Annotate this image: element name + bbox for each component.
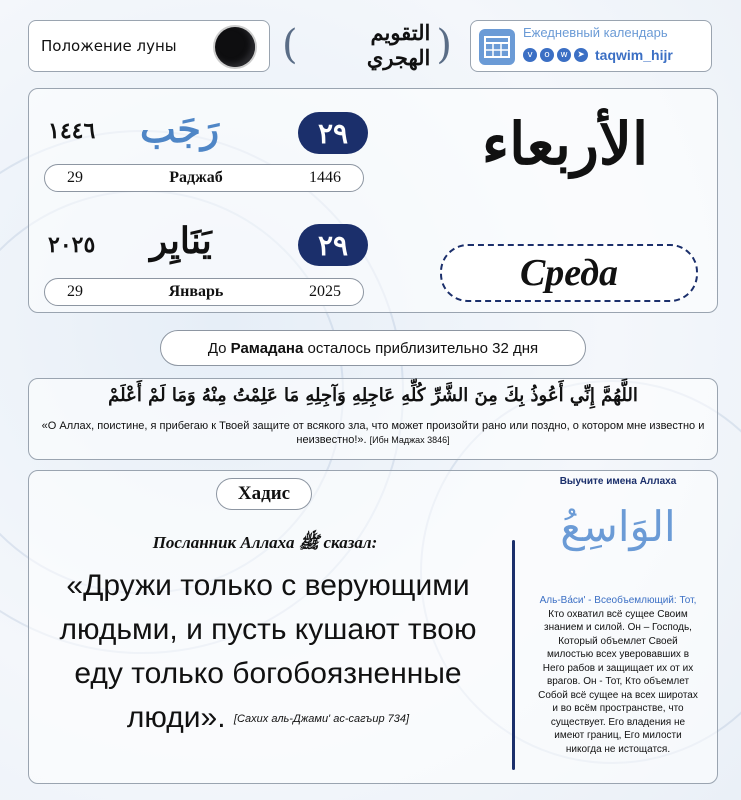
moon-label: Положение луны <box>41 37 177 55</box>
hadith-line: людьми, и пусть кушают твою <box>59 613 477 646</box>
weekday-pill <box>440 244 698 302</box>
description-line: Него рабов и защищает их от их <box>542 662 694 674</box>
description-line: никогда не истощатся. <box>565 743 671 755</box>
ramadan-prefix: До <box>207 339 227 357</box>
hadith-source: [Сахих аль-Джами' ас-сагъир 734] <box>233 713 410 726</box>
gregorian-year-arabic: ٢٠٢٥ <box>48 232 96 258</box>
hijri-date-row <box>44 164 364 192</box>
description-line: имеют границ, Его милости <box>554 730 682 741</box>
dua-card <box>28 378 718 460</box>
dua-source: [Ибн Маджах 3846] <box>369 435 450 445</box>
logo-text: التقويم الهجري <box>366 20 431 70</box>
gregorian-month: Январь <box>168 283 224 300</box>
hadith-intro: Посланник Аллаха ﷺ сказал: <box>152 533 378 552</box>
brand-panel <box>470 20 712 72</box>
names-title: Выучите имена Аллаха <box>559 476 677 487</box>
gregorian-month-arabic: يَنَايِر <box>150 220 212 262</box>
description-line: существует. Его владения не <box>550 716 686 728</box>
gregorian-year: 2025 <box>309 283 341 300</box>
brand-title: Ежедневный календарь <box>523 25 668 40</box>
dua-translation-block <box>39 419 707 447</box>
ramadan-countdown <box>160 330 586 366</box>
hadith-title-pill <box>216 478 312 510</box>
logo: ( التقويم الهجري ) <box>282 20 452 70</box>
social-icons <box>523 47 673 63</box>
hijri-month: Раджаб <box>169 169 223 186</box>
moon-phase-panel <box>28 20 270 72</box>
gregorian-day: 29 <box>67 283 83 300</box>
gregorian-day-badge <box>298 224 368 266</box>
hadith-title: Хадис <box>237 483 291 504</box>
hijri-day-badge <box>298 112 368 154</box>
ramadan-suffix: осталось приблизительно 32 дня <box>307 339 539 357</box>
description-line: Кто охватил всё сущее Своим <box>548 608 688 620</box>
moon-icon <box>215 27 255 67</box>
whatsapp-icon[interactable]: w <box>557 48 571 62</box>
description-line: Собой всё сущее на всех широтах <box>538 689 698 701</box>
dua-arabic: اللَّهُمَّ إِنِّي أَعُوذُ بِكَ مِنَ الشَّرِّ كُلِّهِ عَاجِلِهِ وَآجِلِهِ مَا عَلِمْتُ مِنْهُ وَمَا لَمْ أَعْلَمْ <box>108 385 638 406</box>
weekday-arabic: الأربعاء <box>481 110 649 178</box>
hadith-last-line <box>40 696 496 741</box>
dua-translation: «О Аллах, поистине, я прибегаю к Твоей защите от всякого зла, что может произойти рано или поздно, о котором мне известно и неизвестно!». <box>41 420 705 446</box>
hadith-line: еду только богобоязненные <box>74 657 462 690</box>
vk-icon[interactable]: v <box>523 48 537 62</box>
hijri-year: 1446 <box>309 169 341 186</box>
hadith-line: «Дружи только с верующими <box>66 569 470 602</box>
description-line: знанием и силой. Он – Господь, <box>544 622 692 633</box>
telegram-icon[interactable]: ➤ <box>574 48 588 62</box>
description-line: Который объемлет Своей <box>558 635 678 647</box>
brand-handle[interactable]: taqwim_hijr <box>595 47 673 63</box>
description-line: врагов. Он - Тот, Кто объемлет <box>546 676 690 687</box>
hijri-day: 29 <box>67 169 83 186</box>
description-line: и во всём пространстве, что <box>552 703 684 714</box>
name-arabic: الوَاسِعُ <box>560 502 676 551</box>
gregorian-date-row <box>44 278 364 306</box>
hadith-text <box>40 564 496 741</box>
weekday-russian: Среда <box>519 252 619 294</box>
hadith-line: люди». <box>126 701 226 734</box>
ramadan-name: Рамадана <box>230 339 304 357</box>
calendar-logo-icon <box>479 29 515 65</box>
description-line: Аль-Ва́си' - Всеобъемлющий: Тот, <box>539 595 697 606</box>
ok-icon[interactable]: o <box>540 48 554 62</box>
name-description <box>520 594 716 756</box>
gregorian-day-arabic: ٢٩ <box>317 228 349 262</box>
hijri-year-arabic: ١٤٤٦ <box>48 118 96 144</box>
hijri-month-arabic: رَجَب <box>140 106 220 151</box>
description-line: милостью всех уверовавших в <box>546 649 690 660</box>
section-divider <box>512 540 515 770</box>
hijri-day-arabic: ٢٩ <box>317 116 349 150</box>
